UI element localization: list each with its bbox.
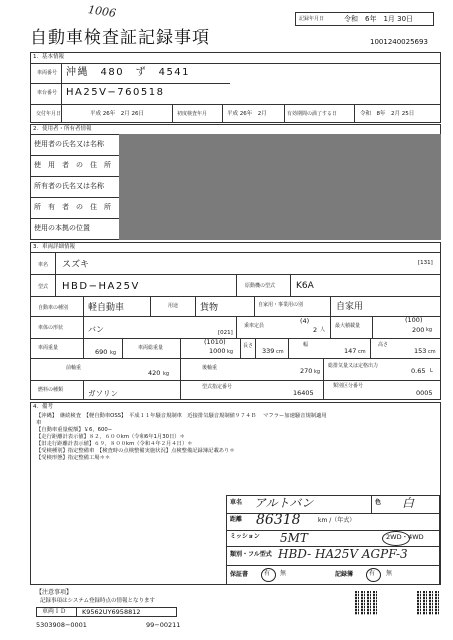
owner-name-label: 所有者の氏名又は名称 — [34, 182, 104, 190]
owner-section-title: 2．使用者・所有者情報 — [33, 126, 92, 132]
page-title: 自動車検査証記録事項 — [30, 28, 210, 48]
category-label: 類別区分番号 — [333, 383, 364, 389]
length-value: 339 — [262, 347, 275, 355]
load-value: (100) — [405, 316, 423, 324]
redacted-owner-info — [119, 134, 441, 240]
capacity-value-2: 2 — [313, 326, 318, 334]
use-value: 貨物 — [200, 303, 219, 313]
notes-text: 記録事項はシステム登録時点の情報となります — [40, 598, 155, 604]
remarks-line-7: 【受検形態】指定整備工場＊＊ — [36, 455, 111, 461]
displacement-value: 0.65 — [411, 367, 426, 375]
handwritten-note: 1006 — [87, 3, 117, 20]
qr-code-2 — [417, 591, 441, 615]
body-value: バン — [88, 325, 104, 334]
issue-date-label: 交付年月日 — [36, 111, 62, 117]
footer-center: 99−00211 — [146, 621, 181, 629]
type-approval-value: 16405 — [293, 389, 314, 397]
height-label: 高さ — [378, 342, 389, 348]
capacity-label: 乗車定員 — [244, 323, 265, 329]
gross-weight-value: (1010) — [204, 338, 226, 346]
width-unit: cm — [358, 349, 366, 355]
length-unit: cm — [276, 349, 284, 355]
class-value: 軽自動車 — [88, 303, 125, 313]
length-label: 長さ — [243, 343, 254, 349]
registration-label: 車両番号 — [37, 70, 58, 76]
class-label: 自動車の種別 — [38, 305, 69, 311]
vehicle-id-label: 車両ＩＤ — [42, 608, 67, 615]
form-mileage-label: 距離 — [230, 516, 243, 523]
chassis-number: HA25V−760518 — [66, 87, 165, 98]
gross-weight-unit: kg — [227, 349, 234, 355]
chassis-label: 車台番号 — [37, 90, 58, 96]
type-approval-label: 型式指定番号 — [202, 384, 233, 390]
record-date-value: 令和 6年 1月 30日 — [344, 15, 414, 23]
first-registration-value: 平成 26年 2月 — [227, 111, 267, 117]
business-value: 自家用 — [336, 302, 364, 312]
form-warranty-label: 保証書 — [230, 571, 249, 578]
expiry-label: 有効期間の満了する日 — [287, 111, 338, 117]
vehicle-section-title: 3．車両詳細情報 — [33, 244, 75, 250]
form-chassis-value: HBD- HA25V AGPF-3 — [278, 547, 408, 561]
capacity-unit: 人 — [320, 327, 326, 333]
displacement-label: 総排気量又は定格出力 — [328, 363, 379, 369]
load-label: 最大積載量 — [335, 323, 361, 329]
make-value: スズキ — [62, 260, 90, 270]
capacity-value: (4) — [300, 317, 310, 325]
load-value-2: 200 — [412, 326, 425, 334]
remarks-line-5: 【旧走行距離計表示値】６９，８００km（令和４年２月４日）＊ — [36, 441, 193, 447]
form-record-no: 無 — [386, 570, 393, 577]
displacement-unit: L — [430, 368, 433, 374]
base-location-label: 使用の本拠の位置 — [34, 224, 90, 232]
fuel-value: ガソリン — [88, 389, 118, 398]
form-chassis-label: 類別・フル型式 — [230, 551, 272, 558]
expiry-date: 令和 8年 2月 25日 — [360, 111, 415, 117]
model-label: 型式 — [38, 284, 49, 290]
make-code: [131] — [418, 260, 433, 266]
weight-unit: kg — [110, 350, 117, 356]
remarks-section-title: 4．備考 — [33, 404, 53, 410]
form-name-label: 車名 — [230, 499, 243, 506]
issue-date-value: 平成 26年 2月 26日 — [90, 111, 144, 117]
footer-left: 5303908−0001 — [36, 621, 87, 629]
first-registration-label: 初度検査年月 — [177, 111, 208, 117]
width-label: 幅 — [303, 342, 309, 348]
vehicle-id-value: K9562UY6958812 — [82, 608, 141, 616]
body-label: 車体の形状 — [38, 325, 64, 331]
owner-address-label: 所 有 者 の 住 所 — [34, 203, 111, 211]
model-value: HBD−HA25V — [62, 281, 140, 292]
form-color-value: 白 — [402, 496, 415, 510]
load-unit: kg — [426, 327, 433, 333]
rear-axle-label: 後軸重 — [202, 365, 218, 371]
use-label: 用途 — [168, 303, 179, 309]
body-code: [021] — [218, 330, 233, 336]
rear-axle-unit: kg — [314, 369, 321, 375]
front-axle-unit: kg — [163, 371, 170, 377]
record-date-box — [295, 12, 434, 26]
record-date-label: 記録年月日 — [299, 16, 325, 22]
form-name-value: アルトバン — [254, 496, 314, 510]
make-label: 車名 — [38, 262, 49, 268]
form-mileage-value: 86318 — [256, 512, 301, 528]
notes-header: 【注意事項】 — [36, 589, 73, 596]
engine-value: K6A — [296, 281, 314, 291]
category-value: 0005 — [416, 389, 433, 397]
weight-label: 車両重量 — [38, 345, 59, 351]
remarks-line-3: 【自動車重量税額】￥6，600− — [36, 427, 113, 433]
form-record-yes: 有 — [369, 570, 376, 577]
rear-axle-value: 270 — [300, 367, 313, 375]
form-mission-value: 5MT — [280, 531, 308, 545]
form-record-label: 記録簿 — [335, 571, 354, 578]
remarks-line-2: 車 — [36, 420, 42, 426]
basic-section-title: 1．基本情報 — [33, 54, 64, 60]
form-warranty-no: 無 — [280, 570, 287, 577]
form-mission-label: ミッション — [230, 533, 260, 540]
height-value: 153 — [414, 347, 427, 355]
engine-label: 原動機の型式 — [245, 283, 276, 289]
gross-weight-label: 車両総重量 — [138, 345, 164, 351]
front-axle-value: 420 — [148, 369, 161, 377]
height-unit: cm — [428, 349, 436, 355]
remarks-line-4: 【走行距離計表示値】８２，６００km（令和6年1月30日）＊ — [36, 434, 185, 440]
business-label: 自家用・事業用の別 — [258, 302, 304, 308]
user-address-label: 使 用 者 の 住 所 — [34, 161, 111, 169]
remarks-line-1: 【沖縄】 継続検査 【軽自動車OSS】 平成１１年騒音規制車 近接排気騒音規制値９７４Ｂ マフラー加速騒音規制適用 — [36, 413, 327, 419]
width-value: 147 — [344, 347, 357, 355]
document-number: 1001240025693 — [370, 38, 428, 46]
fuel-label: 燃料の種類 — [38, 387, 64, 393]
form-drive-value: 2WD・4WD — [386, 533, 424, 541]
remarks-line-6: 【受検種別】指定整備車 【検査時の点検整備実施状況】点検整備記録簿記載あり＊ — [36, 448, 235, 454]
registration-number: 沖縄 480 ず 4541 — [66, 67, 191, 78]
form-color-label: 色 — [375, 499, 382, 506]
form-warranty-yes: 有 — [264, 570, 271, 577]
form-mileage-unit: km /（年式） — [318, 517, 356, 524]
user-name-label: 使用者の氏名又は名称 — [34, 140, 104, 148]
qr-code-1 — [355, 591, 379, 615]
weight-value: 690 — [95, 348, 108, 356]
gross-weight-value-2: 1000 — [209, 347, 226, 355]
front-axle-label: 前軸重 — [66, 365, 82, 371]
